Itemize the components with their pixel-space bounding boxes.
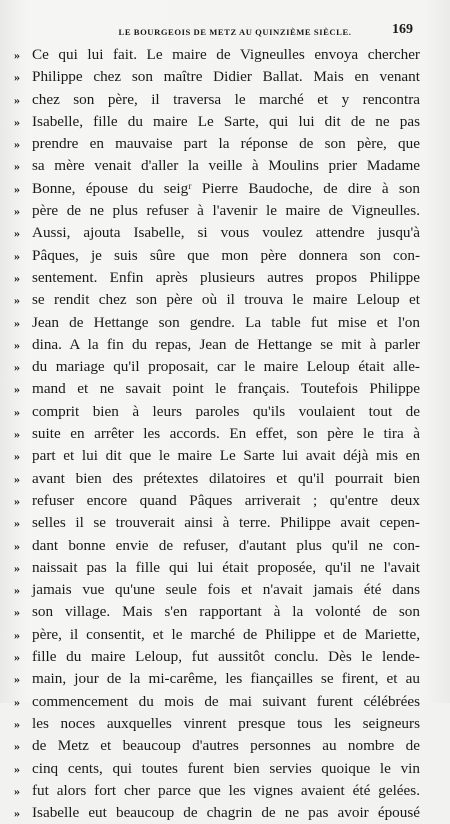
line-text: prendre en mauvaise part la réponse de son père, que <box>32 135 420 153</box>
line-text: Jean de Hettange son gendre. La table fut mise et l'on <box>32 313 420 331</box>
text-line <box>14 111 420 133</box>
text-line <box>14 289 420 311</box>
line-text: chez son père, il traversa le marché et y rencontra <box>32 90 420 108</box>
text-line <box>14 490 420 512</box>
quote-marker: » <box>14 181 20 196</box>
text-line <box>14 713 420 735</box>
line-text: Philippe chez son maître Didier Ballat. Mais en venant <box>32 68 420 86</box>
text-line <box>14 155 420 177</box>
text-line <box>14 312 420 334</box>
quote-marker: » <box>14 627 20 642</box>
quote-marker: » <box>14 226 20 241</box>
quote-marker: » <box>14 293 20 308</box>
text-line <box>14 557 420 579</box>
line-text: part et lui dit que le maire Le Sarte lui avait déjà mis en <box>32 447 420 465</box>
quote-marker: » <box>14 404 20 419</box>
text-line <box>14 44 420 66</box>
line-text: père, il consentit, et le marché de Philippe et de Mariette, <box>32 625 420 643</box>
body-text <box>14 44 420 824</box>
line-text: dina. A la fin du repas, Jean de Hettange se mit à parler <box>32 335 420 353</box>
quote-marker: » <box>14 471 20 486</box>
text-line <box>14 66 420 88</box>
line-text: Pâques, je suis sûre que mon père donnera son con- <box>32 246 420 264</box>
text-line <box>14 535 420 557</box>
line-text: Isabelle, fille du maire Le Sarte, qui lui dit de ne pas <box>32 112 420 130</box>
text-line <box>14 735 420 757</box>
line-text: Aussi, ajouta Isabelle, si vous voulez attendre jusqu'à <box>32 224 420 242</box>
text-line <box>14 89 420 111</box>
quote-marker: » <box>14 92 20 107</box>
quote-marker: » <box>14 270 20 285</box>
line-text: de Metz et beaucoup d'autres personnes au nombre de <box>32 737 420 755</box>
line-text: selles il se trouverait ainsi à terre. Philippe avait cepen- <box>32 514 420 532</box>
quote-marker: » <box>14 694 20 709</box>
page-number: 169 <box>392 22 413 37</box>
quote-marker: » <box>14 672 20 687</box>
line-text: naissait pas la fille qui lui était proposée, qu'il ne l'avait <box>32 558 420 576</box>
quote-marker: » <box>14 516 20 531</box>
line-text: sa mère venait d'aller la veille à Moulins prier Madame <box>32 157 420 175</box>
quote-marker: » <box>14 739 20 754</box>
text-line <box>14 780 420 802</box>
text-line <box>14 624 420 646</box>
text-line <box>14 133 420 155</box>
line-text: fut alors fort cher parce que les vignes avaient été gelées. <box>32 781 420 799</box>
line-text: Isabelle eut beaucoup de chagrin de ne pas avoir épousé <box>32 804 420 822</box>
quote-marker: » <box>14 337 20 352</box>
text-line <box>14 691 420 713</box>
line-text: sentement. Enfin après plusieurs autres propos Philippe <box>32 268 420 286</box>
quote-marker: » <box>14 783 20 798</box>
text-line <box>14 445 420 467</box>
text-line <box>14 468 420 490</box>
line-text: père de ne plus refuser à l'avenir le maire de Vigneulles. <box>32 202 420 220</box>
line-text: se rendit chez son père où il trouva le maire Leloup et <box>32 291 420 309</box>
line-text: suite en arrêter les accords. En effet, son père le tira à <box>32 425 420 443</box>
text-line <box>14 401 420 423</box>
line-text: main, jour de la mi-carême, les fiançailles se firent, et au <box>32 670 420 688</box>
quote-marker: » <box>14 159 20 174</box>
running-title: LE BOURGEOIS DE METZ AU QUINZIÈME SIÈCLE. <box>118 27 352 37</box>
quote-marker: » <box>14 360 20 375</box>
line-text: commencement du mois de mai suivant furent célébrées <box>32 692 420 710</box>
text-line <box>14 222 420 244</box>
line-text: son village. Mais s'en rapportant à la volonté de son <box>32 603 420 621</box>
text-line <box>14 200 420 222</box>
line-text: Ce qui lui fait. Le maire de Vigneulles envoya chercher <box>32 46 420 63</box>
quote-marker: » <box>14 716 20 731</box>
quote-marker: » <box>14 560 20 575</box>
quote-marker: » <box>14 114 20 129</box>
text-line <box>14 245 420 267</box>
text-line <box>14 267 420 289</box>
quote-marker: » <box>14 650 20 665</box>
text-line <box>14 579 420 601</box>
quote-marker: » <box>14 70 20 85</box>
quote-marker: » <box>14 449 20 464</box>
quote-marker: » <box>14 427 20 442</box>
quote-marker: » <box>14 248 20 263</box>
line-text: comprit bien à leurs paroles qu'ils voulaient tout de <box>32 402 420 420</box>
text-line <box>14 512 420 534</box>
text-line <box>14 356 420 378</box>
text-line <box>14 334 420 356</box>
text-line <box>14 646 420 668</box>
quote-marker: » <box>14 806 20 821</box>
text-line <box>14 423 420 445</box>
quote-marker: » <box>14 137 20 152</box>
text-line <box>14 601 420 623</box>
quote-marker: » <box>14 761 20 776</box>
line-text: du mariage qu'il proposait, car le maire Leloup était alle- <box>32 358 420 376</box>
quote-marker: » <box>14 204 20 219</box>
quote-marker: » <box>14 538 20 553</box>
quote-marker: » <box>14 605 20 620</box>
line-text: refuser encore quand Pâques arriverait ; qu'entre deux <box>32 491 420 509</box>
quote-marker: » <box>14 493 20 508</box>
line-text: cinq cents, qui toutes furent bien servies quoique le vin <box>32 759 420 777</box>
line-text: jamais vue qu'une seule fois et n'avait jamais été dans <box>32 581 420 599</box>
line-text: mand et ne savait point le français. Toutefois Philippe <box>32 380 420 398</box>
text-line <box>14 802 420 824</box>
quote-marker: » <box>14 48 20 62</box>
quote-marker: » <box>14 382 20 397</box>
line-text: les noces auxquelles vinrent presque tous les seigneurs <box>32 714 420 732</box>
line-text: avant bien des prétextes dilatoires et qu'il pourrait bien <box>32 469 420 487</box>
quote-marker: » <box>14 583 20 598</box>
text-line <box>14 758 420 780</box>
line-text: Bonne, épouse du seigʳ Pierre Baudoche, de dire à son <box>32 179 420 197</box>
text-line <box>14 378 420 400</box>
text-line <box>14 178 420 200</box>
text-line <box>14 668 420 690</box>
line-text: fille du maire Leloup, fut aussitôt conclu. Dès le lende- <box>32 648 420 666</box>
quote-marker: » <box>14 315 20 330</box>
line-text: dant bonne envie de refuser, d'autant plus qu'il ne con- <box>32 536 420 554</box>
